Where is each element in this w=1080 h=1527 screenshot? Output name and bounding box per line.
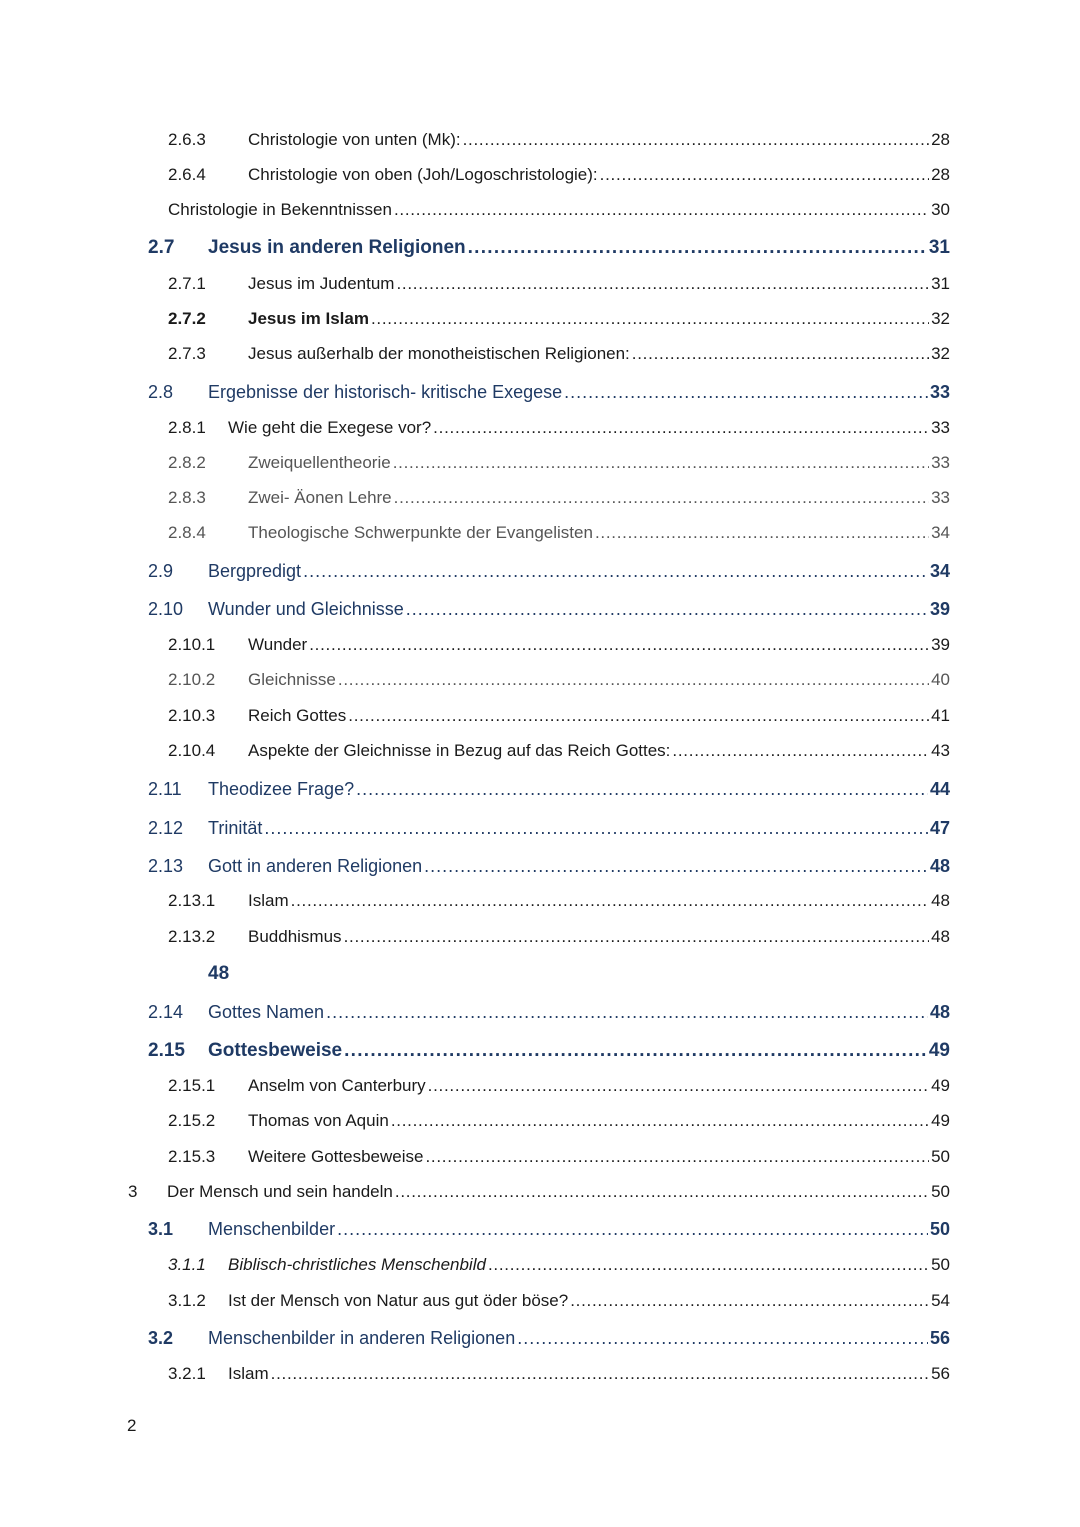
toc-page: 33 xyxy=(929,382,950,402)
toc-title: Jesus im Judentum xyxy=(248,274,395,293)
toc-number: 3.2.1 xyxy=(168,1364,206,1383)
toc-title: Theodizee Frage? xyxy=(208,779,355,799)
toc-title: Wunder und Gleichnisse xyxy=(208,599,404,619)
toc-leader xyxy=(570,1291,929,1311)
toc-leader xyxy=(356,779,928,800)
toc-page: 56 xyxy=(931,1364,950,1383)
toc-title: Wunder xyxy=(248,635,308,654)
toc-entry-2-15-1[interactable] xyxy=(168,1076,950,1096)
toc-leader xyxy=(406,599,928,620)
toc-page: 54 xyxy=(931,1291,950,1310)
toc-leader xyxy=(425,1147,929,1167)
toc-number: 2.13.1 xyxy=(168,891,216,910)
toc-entry-2-6-4[interactable] xyxy=(168,165,950,185)
toc-leader xyxy=(463,130,929,150)
toc-title: Der Mensch und sein handeln xyxy=(167,1182,393,1201)
toc-number: 2.14 xyxy=(148,1002,184,1022)
toc-title: Zwei- Äonen Lehre xyxy=(248,488,392,507)
toc-page: 44 xyxy=(929,779,950,799)
toc-leader xyxy=(394,200,929,220)
toc-page: 48 xyxy=(929,856,950,876)
toc-title: Christologie von unten (Mk): xyxy=(248,130,461,149)
toc-entry-2-6-3[interactable] xyxy=(168,130,950,150)
toc-number: 2.12 xyxy=(148,818,184,838)
toc-title: Ergebnisse der historisch- kritische Exegese xyxy=(208,382,563,402)
toc-page: 28 xyxy=(931,130,950,149)
toc-title: Menschenbilder xyxy=(208,1219,336,1239)
toc-title: Islam xyxy=(228,1364,269,1383)
toc-title: Aspekte der Gleichnisse in Bezug auf das Reich Gottes: xyxy=(248,741,671,760)
toc-number: 2.15.1 xyxy=(168,1076,216,1095)
toc-entry-2-8[interactable] xyxy=(148,382,950,403)
toc-entry-2-14[interactable] xyxy=(148,1002,950,1023)
toc-title: Anselm von Canterbury xyxy=(248,1076,426,1095)
toc-leader xyxy=(344,927,930,947)
toc-title: Ist der Mensch von Natur aus gut öder böse? xyxy=(228,1291,569,1310)
toc-leader xyxy=(395,1182,929,1202)
toc-leader xyxy=(291,891,929,911)
toc-title: Weitere Gottesbeweise xyxy=(248,1147,424,1166)
toc-page: 48 xyxy=(931,891,950,910)
toc-title: Gottesbeweise xyxy=(208,1040,343,1061)
toc-entry-2-15-3[interactable] xyxy=(168,1147,950,1167)
toc-entry-2-9[interactable] xyxy=(148,561,950,582)
toc-page: 33 xyxy=(931,418,950,437)
toc-number: 2.10 xyxy=(148,599,184,619)
toc-entry-2-11[interactable] xyxy=(148,779,950,800)
toc-leader xyxy=(264,818,928,839)
toc-number: 2.8.4 xyxy=(168,523,206,542)
toc-number: 2.7 xyxy=(148,237,175,258)
toc-title: Bergpredigt xyxy=(208,561,302,581)
toc-title: Buddhismus xyxy=(248,927,342,946)
toc-title: Thomas von Aquin xyxy=(248,1111,389,1130)
toc-entry-2-10-2[interactable] xyxy=(168,670,950,690)
toc-entry-2-10-1[interactable] xyxy=(168,635,950,655)
toc-page: 30 xyxy=(931,200,950,219)
toc-page: 31 xyxy=(931,274,950,293)
toc-entry-2-8-3[interactable] xyxy=(168,488,950,508)
toc-title: Biblisch-christliches Menschenbild xyxy=(228,1255,486,1274)
toc-number: 2.8 xyxy=(148,382,174,402)
toc-title: Jesus im Islam xyxy=(248,309,369,328)
toc-number: 2.8.3 xyxy=(168,488,206,507)
toc-entry-3-2-1[interactable] xyxy=(168,1364,950,1384)
toc-entry-2-7[interactable] xyxy=(148,237,950,259)
toc-number: 2.8.1 xyxy=(168,418,206,437)
toc-number: 2.10.2 xyxy=(168,670,216,689)
toc-number: 2.10.3 xyxy=(168,706,216,725)
toc-page: 31 xyxy=(928,237,950,258)
toc-number: 2.15 xyxy=(148,1040,185,1061)
toc-title: Islam xyxy=(248,891,289,910)
toc-leader xyxy=(424,856,928,877)
toc-page: 50 xyxy=(931,1255,950,1274)
toc-page: 50 xyxy=(929,1219,950,1239)
toc-leader xyxy=(348,706,929,726)
toc-leader xyxy=(338,670,929,690)
toc-entry-2-8-1[interactable] xyxy=(168,418,950,438)
toc-entry-christologie-bekenntnissen[interactable] xyxy=(168,200,950,220)
toc-number: 2.7.3 xyxy=(168,344,206,363)
toc-title: Christologie in Bekenntnissen xyxy=(168,200,392,219)
toc-leader xyxy=(309,635,929,655)
toc-title: Jesus in anderen Religionen xyxy=(208,237,466,258)
toc-page: 41 xyxy=(931,706,950,725)
toc-page: 43 xyxy=(931,741,950,760)
toc-leader xyxy=(326,1002,928,1023)
toc-leader xyxy=(371,309,929,329)
toc-page: 50 xyxy=(931,1182,950,1201)
toc-title: Gottes Namen xyxy=(208,1002,325,1022)
toc-number: 2.6.4 xyxy=(168,165,206,184)
toc-page: 49 xyxy=(928,1040,950,1061)
toc-leader xyxy=(468,237,927,259)
toc-page: 48 xyxy=(929,1002,950,1022)
toc-entry-3-2[interactable] xyxy=(148,1328,950,1349)
toc-leader xyxy=(393,453,929,473)
toc-number: 2.6.3 xyxy=(168,130,206,149)
toc-entry-2-12[interactable] xyxy=(148,818,950,839)
toc-title: Theologische Schwerpunkte der Evangelisten xyxy=(248,523,593,542)
toc-page: 40 xyxy=(931,670,950,689)
toc-entry-3[interactable] xyxy=(128,1182,950,1202)
toc-page: 48 xyxy=(931,927,950,946)
toc-number: 2.10.4 xyxy=(168,741,216,760)
toc-entry-2-10-4[interactable] xyxy=(168,741,950,761)
toc-entry-2-7-3[interactable] xyxy=(168,344,950,364)
toc-page: 47 xyxy=(929,818,950,838)
toc-number: 3.1.1 xyxy=(168,1255,206,1274)
toc-entry-2-10[interactable] xyxy=(148,599,950,620)
toc-number: 2.11 xyxy=(148,779,182,799)
toc-number: 2.13 xyxy=(148,856,184,876)
toc-page: 32 xyxy=(931,309,950,328)
toc-leader xyxy=(394,488,929,508)
toc-page: 56 xyxy=(929,1328,950,1348)
toc-page: 33 xyxy=(931,453,950,472)
toc-title: Wie geht die Exegese vor? xyxy=(228,418,432,437)
toc-page: 32 xyxy=(931,344,950,363)
toc-leader xyxy=(303,561,928,582)
toc-leader xyxy=(488,1255,929,1275)
page-number: 2 xyxy=(127,1416,137,1435)
toc-number: 3.1.2 xyxy=(168,1291,206,1310)
toc-number: 3.1 xyxy=(148,1219,174,1239)
toc-entry-2-15[interactable] xyxy=(148,1040,950,1062)
toc-leader xyxy=(391,1111,929,1131)
toc-page: 50 xyxy=(931,1147,950,1166)
toc-number: 3.2 xyxy=(148,1328,174,1348)
toc-entry-2-7-1[interactable] xyxy=(168,274,950,294)
toc-title: Jesus außerhalb der monotheistischen Religionen: xyxy=(248,344,630,363)
toc-page: 39 xyxy=(929,599,950,619)
toc-number: 2.13.2 xyxy=(168,927,216,946)
toc-title: Gott in anderen Religionen xyxy=(208,856,423,876)
toc-title: Zweiquellentheorie xyxy=(248,453,391,472)
toc-leader xyxy=(433,418,929,438)
toc-number: 2.10.1 xyxy=(168,635,216,654)
toc-entry-3-1-1[interactable] xyxy=(168,1255,950,1275)
toc-leader xyxy=(396,274,929,294)
toc-number: 3 xyxy=(128,1182,138,1201)
toc-entry-2-7-2[interactable] xyxy=(168,309,950,329)
toc-number: 2.7.2 xyxy=(168,309,206,328)
toc-title: Reich Gottes xyxy=(248,706,347,725)
toc-page: 34 xyxy=(931,523,950,542)
toc-title: Gleichnisse xyxy=(248,670,336,689)
toc-page: 49 xyxy=(931,1111,950,1130)
toc-entry-2-8-2[interactable] xyxy=(168,453,950,473)
toc-leader xyxy=(595,523,929,543)
toc-entry-2-10-3[interactable] xyxy=(168,706,950,726)
toc-number: 2.15.3 xyxy=(168,1147,216,1166)
toc-entry-2-13[interactable] xyxy=(148,856,950,877)
toc-page: 34 xyxy=(929,561,950,581)
toc-title: Christologie von oben (Joh/Logoschristologie): xyxy=(248,165,598,184)
toc-entry-2-8-4[interactable] xyxy=(168,523,950,543)
toc-page: 49 xyxy=(931,1076,950,1095)
toc-leader xyxy=(564,382,928,403)
toc-leader xyxy=(337,1219,928,1240)
toc-entry-2-13-1[interactable] xyxy=(168,891,950,911)
toc-title: Trinität xyxy=(208,818,263,838)
toc-leader xyxy=(344,1040,927,1062)
toc-page: 39 xyxy=(931,635,950,654)
toc-leader xyxy=(517,1328,928,1349)
toc-leader xyxy=(632,344,929,364)
toc-leader xyxy=(428,1076,929,1096)
toc-number: 2.15.2 xyxy=(168,1111,216,1130)
toc-number: 2.7.1 xyxy=(168,274,206,293)
toc-leader xyxy=(600,165,929,185)
toc-title: Menschenbilder in anderen Religionen xyxy=(208,1328,516,1348)
toc-entry-3-1[interactable] xyxy=(148,1219,950,1240)
toc-number: 2.8.2 xyxy=(168,453,206,472)
toc-leader xyxy=(672,741,929,761)
toc-entry-2-13-2[interactable] xyxy=(168,927,950,947)
toc-entry-2-15-2[interactable] xyxy=(168,1111,950,1131)
toc-leader xyxy=(271,1364,929,1384)
orphan-page-number: 48 xyxy=(208,963,230,984)
toc-page: 28 xyxy=(931,165,950,184)
toc-entry-3-1-2[interactable] xyxy=(168,1291,950,1311)
toc-number: 2.9 xyxy=(148,561,174,581)
toc-page: 33 xyxy=(931,488,950,507)
